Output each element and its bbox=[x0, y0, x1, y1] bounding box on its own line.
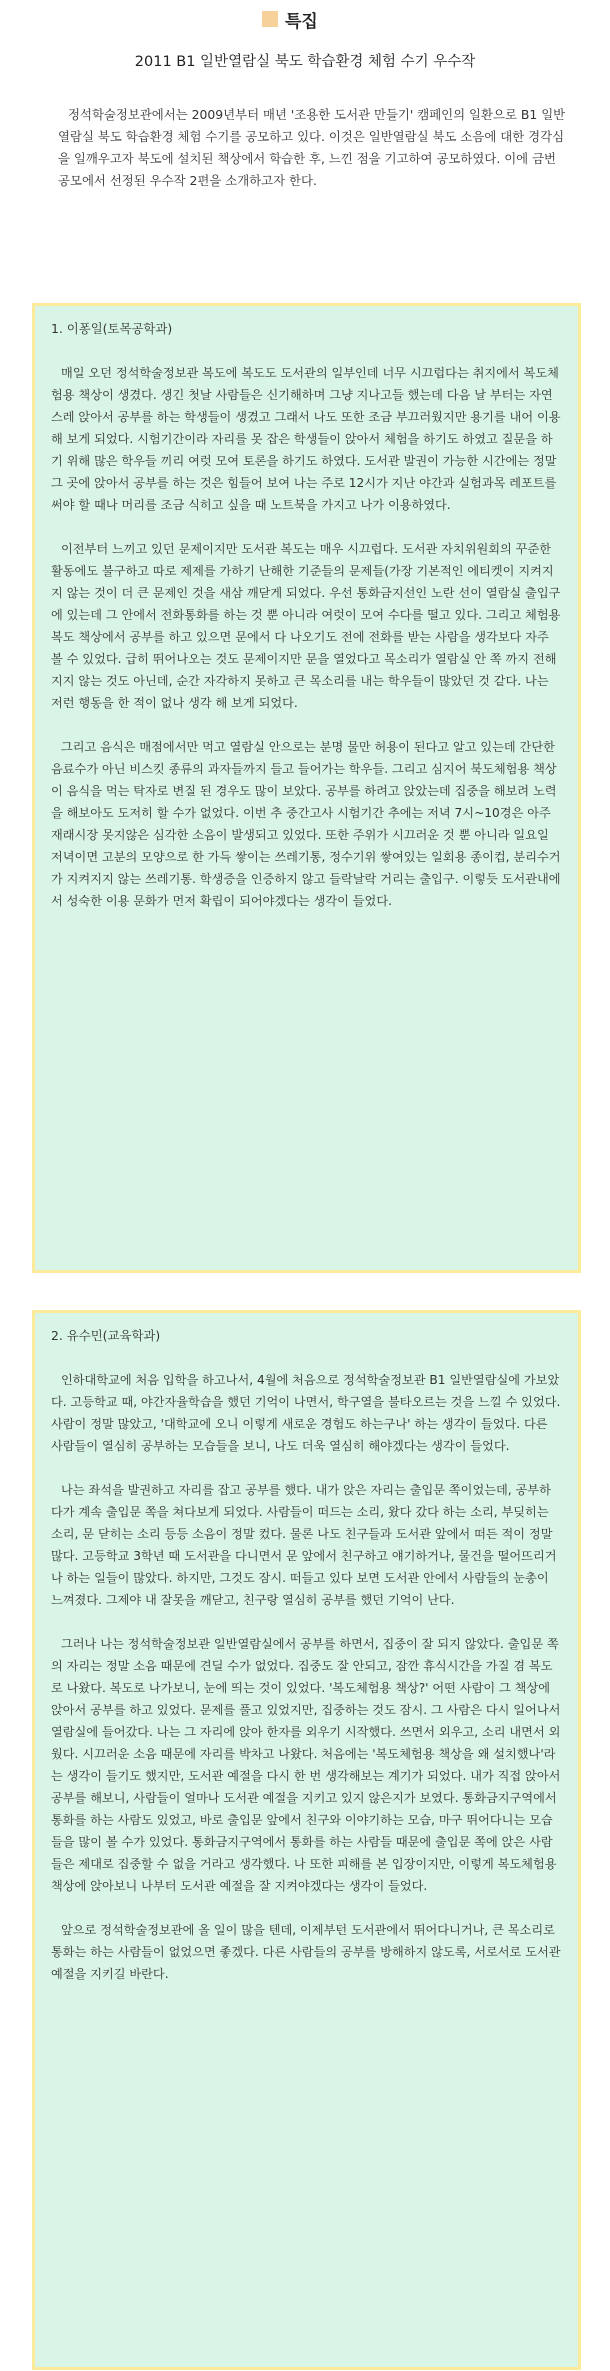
essay-paragraph: 앞으로 정석학술정보관에 올 일이 많을 텐데, 이제부턴 도서관에서 뛰어다니거나, 큰 목소리로 통화는 하는 사람들이 없었으면 좋겠다. 다른 사람들의 공부를 방해하지 않도록, 서로서로 도서관 예절을 지키길 바란다. bbox=[51, 1923, 561, 1981]
section-label: 특집 bbox=[285, 11, 318, 32]
essay-paragraph: 이전부터 느끼고 있던 문제이지만 도서관 복도는 매우 시끄럽다. 도서관 자치위원회의 꾸준한 활동에도 불구하고 따로 제제를 가하기 난해한 기준들의 문제들(가장 기본적인 에티켓이 지켜지지 않는 것이 더 큰 문제인 것을 새삼 깨닫게 되었다. 우선 통화금지선인 노란 선이 열람실 출입구에 있는데 그 안에서 전화통화를 하는 것 뿐 아니라 여럿이 모여 수다를 떨고 있다. 그리고 체험용 복도 책상에서 공부를 하고 있으면 문에서 다 나오기도 전에 전화를 받는 사람을 생각보다 자주 볼 수 있었다. 급히 뛰어나오는 것도 문제이지만 문을 열었다고 목소리가 열람실 안 쪽 까지 전해지지 않는 것도 아닌데, 순간 자각하지 못하고 큰 목소리를 내는 학우들이 많았던 것 같다. 나는 저런 행동을 한 적이 없나 생각 해 보게 되었다. bbox=[51, 542, 561, 710]
square-bullet-icon bbox=[262, 11, 278, 27]
page-title: 2011 B1 일반열람실 북도 학습환경 체험 수기 우수작 bbox=[134, 54, 476, 70]
essay-paragraph: 그러나 나는 정석학술정보관 일반열람실에서 공부를 하면서, 집중이 잘 되지 않았다. 출입문 쪽의 자리는 정말 소음 때문에 견딜 수가 없었다. 집중도 잘 안되고, 잠깐 휴식시간을 가질 겸 복도로 나왔다. 복도로 나가보니, 눈에 띄는 것이 있었다. '복도체험용 책상?' 어떤 사람이 그 책상에 앉아서 공부를 하고 있었다. 문제를 풀고 있었지만, 집중하는 것도 잠시. 그 사람은 다시 일어나서 열람실에 들어갔다. 나는 그 자리에 앉아 한자를 외우기 시작했다. 쓰면서 외우고, 소리 내면서 외웠다. 시끄러운 소음 때문에 자리를 박차고 나왔다. 처음에는 '복도체험용 책상을 왜 설치했나'라는 생각이 들기도 했지만, 도서관 예절을 다시 한 번 생각해보는 계기가 되었다. 내가 직접 앉아서 공부를 해보니, 사람들이 얼마나 도서관 예절을 지키고 있지 않은지가 보였다. 통화금지구역에서 통화를 하는 사람도 있었고, 바로 출입문 앞에서 친구와 이야기하는 모습, 마구 뛰어다니는 모습들을 많이 볼 수가 있었다. 통화금지구역에서 통화를 하는 사람들 때문에 출입문 쪽에 앉은 사람들은 제대로 집중할 수 없을 거라고 생각했다. 나 또한 피해를 본 입장이지만, 이렇게 복도체험용 책상에 앉아보니 나부터 도서관 예절을 잘 지켜야겠다는 생각이 들었다. bbox=[51, 1637, 561, 1893]
essay-box-1 bbox=[32, 303, 581, 1273]
intro-paragraph: 정석학술정보관에서는 2009년부터 매년 '조용한 도서관 만들기' 캠페인의 일환으로 B1 일반열람실 북도 학습환경 체험 수기를 공모하고 있다. 이것은 일반열람실 북도 소음에 대한 경각심을 일깨우고자 북도에 설치된 책상에서 학습한 후, 느낀 점을 기고하여 공모하였다. 이에 금번 공모에서 선정된 우수작 2편을 소개하고자 한다. bbox=[58, 107, 566, 188]
essay-paragraph: 인하대학교에 처음 입학을 하고나서, 4월에 처음으로 정석학술정보관 B1 일반열람실에 가보았다. 고등학교 때, 야간자율학습을 했던 기억이 나면서, 학구열을 불타오르는 것을 느낄 수 있었다. 사람이 정말 많았고, '대학교에 오니 이렇게 새로운 경험도 하는구나' 하는 생각이 들었다. 다른 사람들이 열심히 공부하는 모습들을 보니, 나도 더욱 열심히 해야겠다는 생각이 들었다. bbox=[51, 1373, 561, 1453]
section-header bbox=[262, 6, 318, 32]
essay-paragraph: 그리고 음식은 매점에서만 먹고 열람실 안으로는 분명 물만 허용이 된다고 알고 있는데 간단한 음료수가 아닌 비스킷 종류의 과자들까지 들고 들어가는 학우들. 그리고 심지어 북도체험용 책상이 음식을 먹는 탁자로 변질 된 경우도 많이 보았다. 공부를 하려고 앉았는데 집중을 해보려 노력을 해보아도 도저히 할 수가 없었다. 이번 추 중간고사 시험기간 추에는 저녁 7시~10경은 아주 재래시장 못지않은 심각한 소음이 발생되고 있었다. 또한 주위가 시끄러운 것 뿐 아니라 일요일 저녁이면 고분의 모양으로 한 가득 쌓이는 쓰레기통, 정수기위 쌓여있는 일회용 종이컵, 분리수거가 지켜지지 않는 쓰레기통. 학생증을 인증하지 않고 들락날락 거리는 출입구. 이렇듯 도서관내에서 성숙한 이용 문화가 먼저 확립이 되어야겠다는 생각이 들었다. bbox=[51, 740, 561, 908]
essay-box-2 bbox=[32, 1310, 581, 2370]
essay-heading: 2. 유수민(교육학과) bbox=[51, 1328, 161, 1343]
essay-heading: 1. 이퐁일(토목공학과) bbox=[51, 321, 173, 336]
essay-paragraph: 나는 좌석을 발권하고 자리를 잡고 공부를 했다. 내가 앉은 자리는 출입문 쪽이었는데, 공부하다가 계속 출입문 쪽을 쳐다보게 되었다. 사람들이 떠드는 소리, 왔다 갔다 하는 소리, 부딪히는 소리, 문 닫히는 소리 등등 소음이 정말 컸다. 물론 나도 친구들과 도서관 앞에서 떠든 적이 정말 많다. 고등학교 3학년 때 도서관을 다니면서 문 앞에서 친구하고 얘기하거나, 물건을 떨어뜨리거나 하는 일들이 많았다. 하지만, 그것도 잠시. 떠들고 있다 보면 도서관 안에서 사람들의 눈총이 느껴졌다. 그제야 내 잘못을 깨닫고, 친구랑 열심히 공부를 했던 기억이 난다. bbox=[51, 1483, 557, 1607]
essay-paragraph: 매일 오던 정석학술정보관 복도에 복도도 도서관의 일부인데 너무 시끄럽다는 취지에서 복도체험용 책상이 생겼다. 생긴 첫날 사람들은 신기해하며 그냥 지나고들 했는데 다음 날 부터는 자연스레 앉아서 공부를 하는 학생들이 생겼고 그래서 나도 또한 조금 부끄러웠지만 용기를 내어 이용해 보게 되었다. 시험기간이라 자리를 못 잡은 학생들이 앉아서 체험을 하기도 하였고 질문을 하기 위해 많은 학우들 끼리 여럿 모여 토론을 하기도 하였다. 도서관 발권이 가능한 시간에는 정말 그 곳에 앉아서 공부를 하는 것은 힘들어 보여 나는 주로 12시가 지난 야간과 실험과목 레포트를 써야 할 때나 머리를 조금 식히고 싶을 때 노트북을 가지고 나가 이용하였다. bbox=[51, 366, 561, 512]
